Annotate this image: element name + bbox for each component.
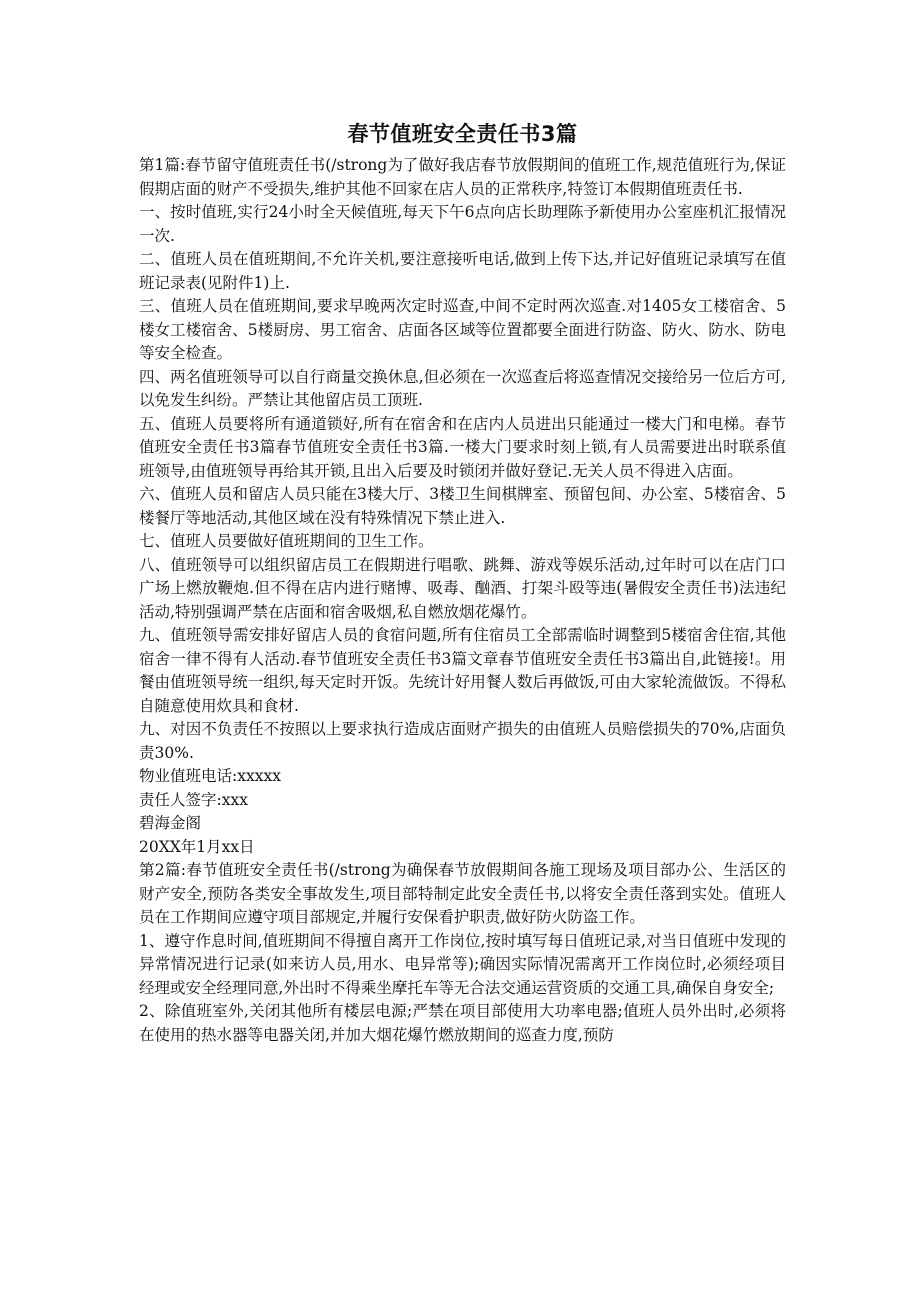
paragraph-11: 九、对因不负责任不按照以上要求执行造成店面财产损失的由值班人员赔偿损失的70%,店面负责30%. [139, 720, 786, 762]
paragraph-section-2: 第2篇:春节值班安全责任书(/strong为确保春节放假期间各施工现场及项目部办公、生活区的财产安全,预防各类安全事故发生,项目部特制定此安全责任书,以将安全责任落到实处。值班人员在工作期间应遵守项目部规定,并履行安保看护职责,做好防火防盗工作。 [139, 861, 786, 926]
signature-line: 责任人签字:xxx [139, 790, 248, 809]
paragraph-6: 五、值班人员要将所有通道锁好,所有在宿舍和在店内人员进出只能通过一楼大门和电梯。春节值班安全责任书3篇春节值班安全责任书3篇.一楼大门要求时刻上锁,有人员需要进出时联系值班领导,由值班领导再给其开锁,且出入后要及时锁闭并做好登记.无关人员不得进入店面。 [139, 414, 786, 480]
company-name: 碧海金阁 [139, 814, 202, 832]
paragraph-9: 八、值班领导可以组织留店员工在假期进行唱歌、跳舞、游戏等娱乐活动,过年时可以在店门口广场上燃放鞭炮.但不得在店内进行赌博、吸毒、酗酒、打架斗殴等违(暑假安全责任书)法违纪活动,特别强调严禁在店面和宿舍吸烟,私自燃放烟花爆竹。 [139, 555, 786, 621]
document-title: 春节值班安全责任书3篇 [347, 122, 578, 146]
paragraph-4: 三、值班人员在值班期间,要求早晚两次定时巡查,中间不定时两次巡查.对1405女工楼宿舍、5楼女工楼宿舍、5楼厨房、男工宿舍、店面各区域等位置都要全面进行防盗、防火、防水、防电等安全检查。 [139, 297, 786, 362]
document-date: 20XX年1月xx日 [139, 837, 255, 856]
paragraph-section-2-item-1: 1、遵守作息时间,值班期间不得擅自离开工作岗位,按时填写每日值班记录,对当日值班中发现的异常情况进行记录(如来访人员,用水、电异常等);确因实际情况需离开工作岗位时,必须经项目经理或安全经理同意,外出时不得乘坐摩托车等无合法交通运营资质的交通工具,确保自身安全; [139, 931, 786, 997]
paragraph-3: 二、值班人员在值班期间,不允许关机,要注意接听电话,做到上传下达,并记好值班记录填写在值班记录表(见附件1)上. [139, 250, 786, 292]
property-phone: 物业值班电话:xxxxx [139, 767, 281, 785]
paragraph-8: 七、值班人员要做好值班期间的卫生工作。 [139, 532, 434, 550]
paragraph-5: 四、两名值班领导可以自行商量交换休息,但必须在一次巡查后将巡查情况交接给另一位后方可,以免发生纠纷。严禁让其他留店员工顶班. [139, 367, 786, 409]
paragraph-2: 一、按时值班,实行24小时全天候值班,每天下午6点向店长助理陈予新使用办公室座机汇报情况一次. [139, 203, 786, 245]
paragraph-section-2-item-2: 2、除值班室外,关闭其他所有楼层电源;严禁在项目部使用大功率电器;值班人员外出时,必须将在使用的热水器等电器关闭,并加大烟花爆竹燃放期间的巡查力度,预防 [139, 1002, 786, 1044]
paragraph-1: 第1篇:春节留守值班责任书(/strong为了做好我店春节放假期间的值班工作,规范值班行为,保证假期店面的财产不受损失,维护其他不回家在店人员的正常秩序,特签订本假期值班责任书. [139, 156, 786, 198]
paragraph-10: 九、值班领导需安排好留店人员的食宿问题,所有住宿员工全部需临时调整到5楼宿舍住宿,其他宿舍一律不得有人活动.春节值班安全责任书3篇文章春节值班安全责任书3篇出自,此链接!。用餐由值班领导统一组织,每天定时开饭。先统计好用餐人数后再做饭,可由大家轮流做饭。不得私自随意使用炊具和食材. [139, 626, 786, 715]
paragraph-7: 六、值班人员和留店人员只能在3楼大厅、3楼卫生间棋牌室、预留包间、办公室、5楼宿舍、5楼餐厅等地活动,其他区域在没有特殊情况下禁止进入. [139, 485, 786, 527]
